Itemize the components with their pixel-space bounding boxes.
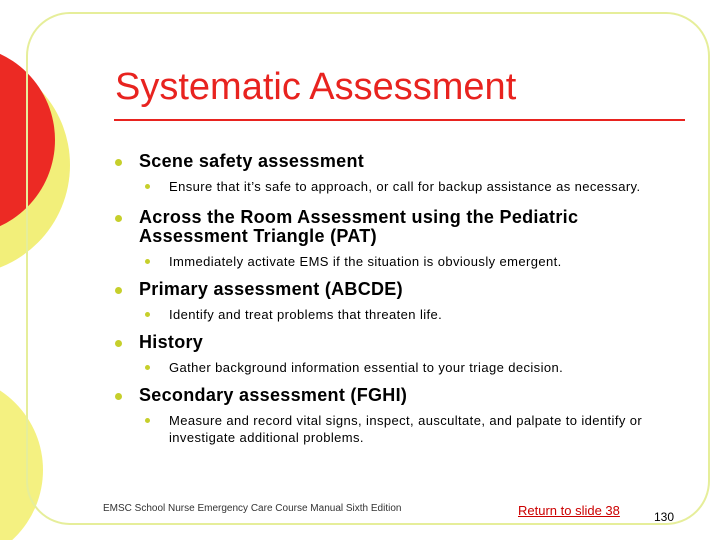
bullet-pat: Across the Room Assessment using the Pediatric Assessment Triangle (PAT) <box>112 208 672 246</box>
bullet-list <box>112 152 672 446</box>
sub-bullet-scene-safety: Ensure that it’s safe to approach, or call for backup assistance as necessary. <box>142 178 672 195</box>
page-number: 130 <box>654 510 675 524</box>
bullet-icon <box>145 184 150 189</box>
sub-bullet-primary-assessment: Identify and treat problems that threaten life. <box>142 306 672 323</box>
slide-title: Systematic Assessment <box>115 66 517 108</box>
bullet-icon <box>115 159 122 166</box>
bullet-icon <box>145 365 150 370</box>
bullet-icon <box>145 259 150 264</box>
bullet-icon <box>115 393 122 400</box>
sub-bullet-history: Gather background information essential to your triage decision. <box>142 359 672 376</box>
bullet-scene-safety: Scene safety assessment <box>112 152 672 171</box>
sub-bullet-secondary-assessment: Measure and record vital signs, inspect, auscultate, and palpate to identify or investigate additional problems. <box>142 412 672 446</box>
bullet-history: History <box>112 333 672 352</box>
sub-bullet-pat: Immediately activate EMS if the situation is obviously emergent. <box>142 253 672 270</box>
bullet-icon <box>115 287 122 294</box>
bullet-icon <box>115 215 122 222</box>
footer-source: EMSC School Nurse Emergency Care Course Manual Sixth Edition <box>103 503 402 514</box>
bullet-icon <box>145 418 150 423</box>
return-to-slide-link[interactable]: Return to slide 38 <box>518 503 620 518</box>
bullet-secondary-assessment: Secondary assessment (FGHI) <box>112 386 672 405</box>
bullet-icon <box>145 312 150 317</box>
bullet-icon <box>115 340 122 347</box>
bullet-primary-assessment: Primary assessment (ABCDE) <box>112 280 672 299</box>
title-underline <box>114 119 685 121</box>
